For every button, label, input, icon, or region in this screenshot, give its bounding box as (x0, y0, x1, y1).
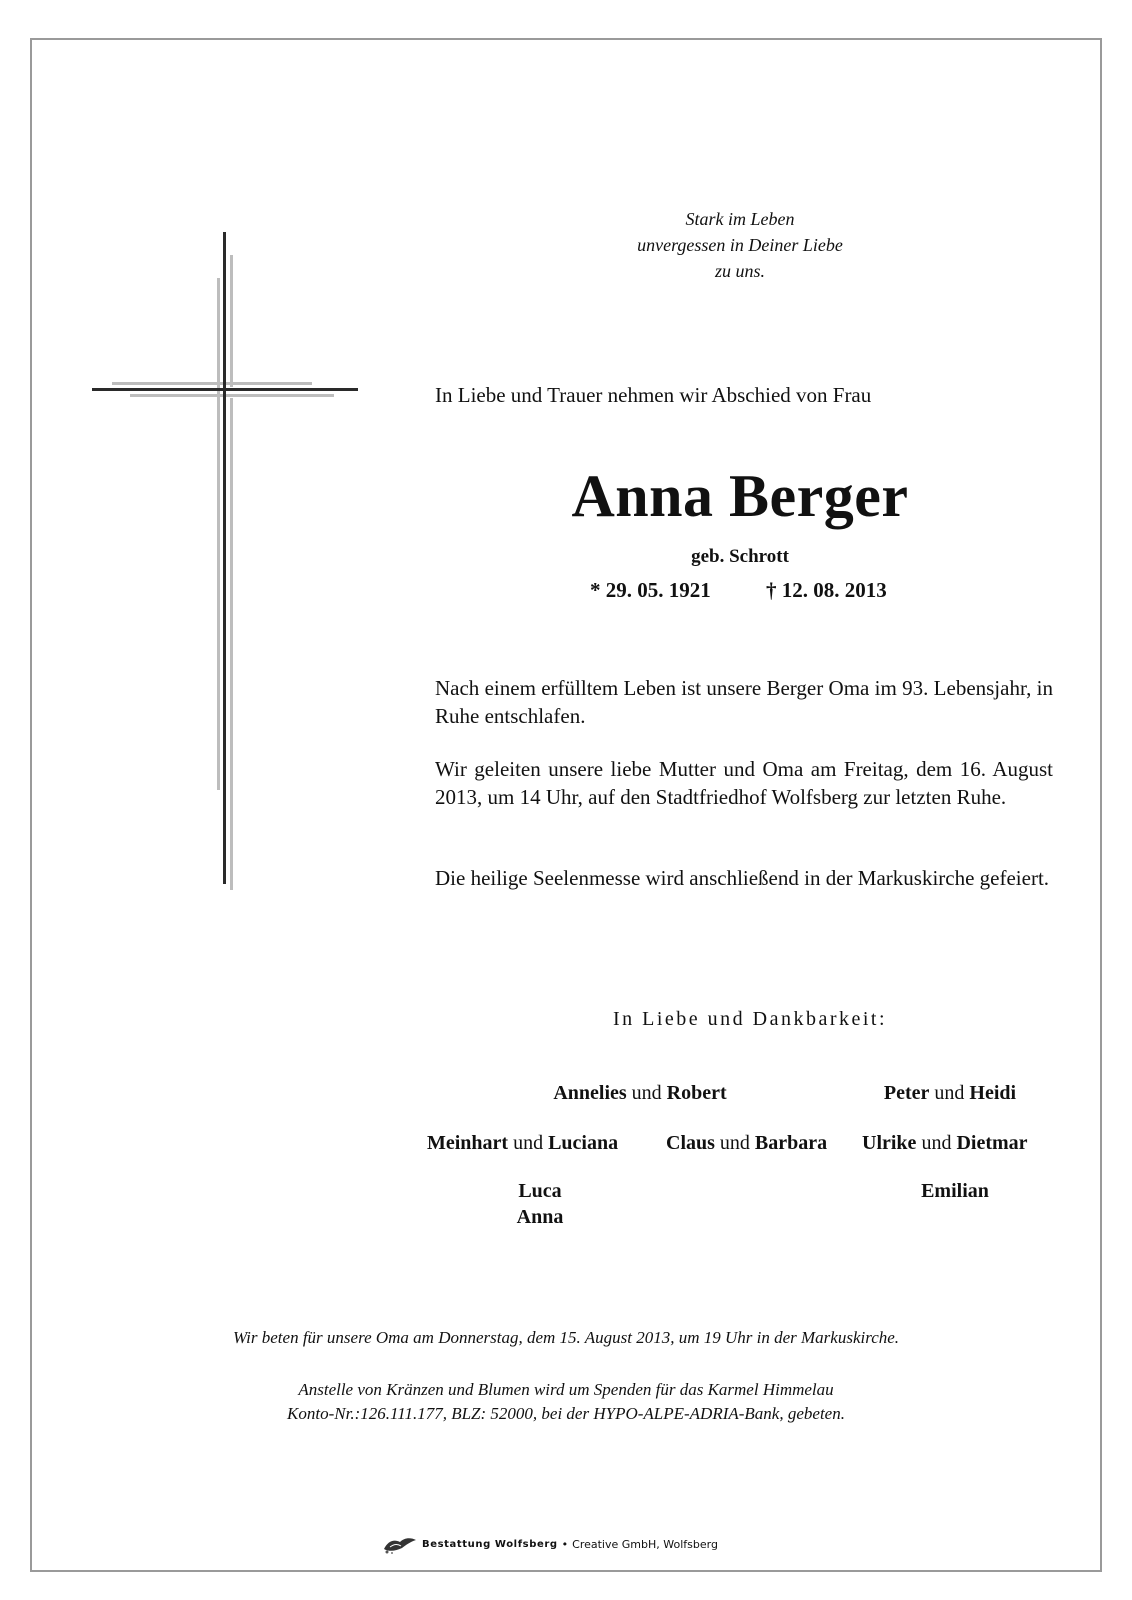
family-grandchild: Anna (516, 1206, 564, 1228)
motto (600, 206, 880, 284)
death-date: † 12. 08. 2013 (766, 578, 887, 602)
family-connector: und (513, 1132, 544, 1154)
family-member: Ulrike (862, 1132, 917, 1154)
footer-brand: Bestattung Wolfsberg (422, 1538, 558, 1550)
maiden-name: geb. Schrott (691, 546, 789, 567)
family-connector: und (921, 1132, 952, 1154)
paragraph-funeral: Wir geleiten unsere liebe Mutter und Oma am Freitag, dem 16. August 2013, um 14 Uhr, auf den Stadtfriedhof Wolfsberg zur letzten Ruhe. (435, 757, 1053, 809)
family-grandchild: Luca (518, 1180, 562, 1202)
footer-bullet: • (561, 1537, 569, 1551)
family-connector: und (934, 1082, 965, 1104)
family-couple (427, 1132, 653, 1155)
family-member: Heidi (969, 1082, 1017, 1104)
family-connector: und (719, 1132, 750, 1154)
family-couple (666, 1132, 846, 1155)
motto-line: Stark im Leben (685, 209, 795, 229)
intro-text: In Liebe und Trauer nehmen wir Abschied von Frau (435, 383, 872, 407)
family-member: Annelies (553, 1082, 627, 1104)
family-member: Barbara (754, 1132, 828, 1154)
prayer-note: Wir beten für unsere Oma am Donnerstag, dem 15. August 2013, um 19 Uhr in der Markuskirche. (232, 1328, 900, 1347)
cross-vertical-shadow-left (217, 278, 220, 790)
family-grandchild: Emilian (921, 1180, 989, 1202)
family-member: Robert (666, 1082, 727, 1104)
donation-account: Konto-Nr.:126.111.177, BLZ: 52000, bei der HYPO-ALPE-ADRIA-Bank, gebeten. (287, 1404, 845, 1423)
family-couple (850, 1082, 1050, 1105)
paragraph-life: Nach einem erfülltem Leben ist unsere Berger Oma im 93. Lebensjahr, in Ruhe entschlafen. (435, 676, 1053, 728)
family-connector: und (631, 1082, 662, 1104)
cross-horizontal-shadow-top (112, 382, 312, 385)
cross-horizontal-shadow-bottom (130, 394, 334, 397)
deceased-name: Anna Berger (571, 463, 909, 529)
motto-line: zu uns. (714, 261, 765, 281)
family-member: Meinhart (427, 1132, 509, 1154)
family-member: Claus (666, 1132, 715, 1154)
paragraph-mass: Die heilige Seelenmesse wird anschließend in der Markuskirche gefeiert. (435, 866, 1050, 890)
family-member: Peter (883, 1082, 930, 1104)
family-member: Dietmar (956, 1132, 1028, 1154)
donation-note: Anstelle von Kränzen und Blumen wird um Spenden für das Karmel Himmelau (298, 1380, 834, 1399)
bird-logo-icon (380, 1533, 418, 1555)
thanks-heading: In Liebe und Dankbarkeit: (612, 1008, 888, 1030)
motto-line: unvergessen in Deiner Liebe (637, 235, 843, 255)
family-member: Luciana (548, 1132, 619, 1154)
birth-date: * 29. 05. 1921 (590, 578, 711, 602)
family-couple (520, 1082, 760, 1105)
footer (380, 1533, 718, 1555)
cross-vertical-bar (223, 232, 226, 884)
cross-horizontal-bar (92, 388, 358, 391)
cross-vertical-shadow-lower (230, 398, 233, 890)
footer-company: Creative GmbH, Wolfsberg (572, 1537, 718, 1551)
family-couple (862, 1132, 1062, 1155)
cross-vertical-shadow-upper (230, 255, 233, 387)
